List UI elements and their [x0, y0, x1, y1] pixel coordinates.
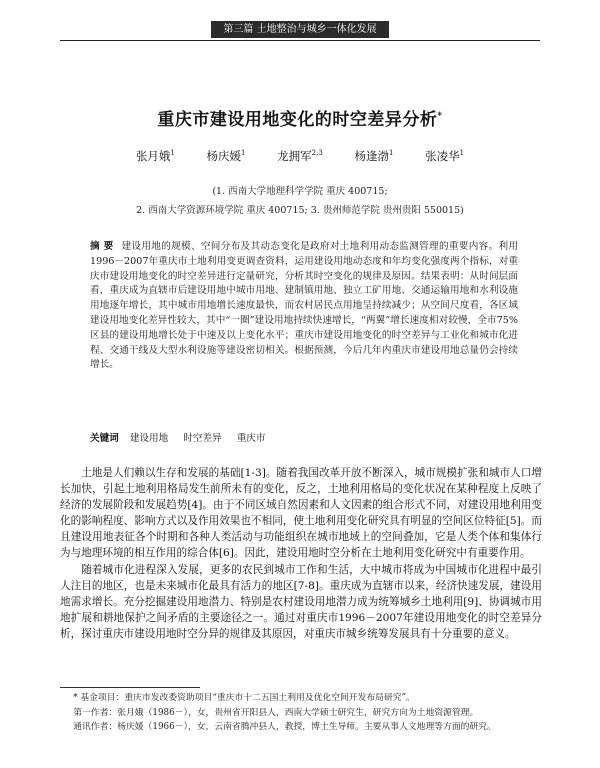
footnote-first-author: 第一作者：张月娥（1986－），女，贵州省开阳县人，西南大学硕士研究生，研究方向为土地资源管理。 [73, 707, 479, 718]
running-header-text: 第三篇 土地整治与城乡一体化发展 [211, 21, 388, 38]
footnotes [60, 692, 542, 736]
author-affil-mark: 1 [459, 149, 465, 158]
keyword: 建设用地 [129, 433, 169, 444]
abstract-text: 建设用地的规模、空间分布及其动态变化是政府对土地利用动态监测管理的重要内容。利用1996－2007年重庆市土地利用变更调查资料，运用建设用地动态度和年均变化强度两个指标，对重庆市建设用地变化的时空差异进行定量研究，分析其时空变化的规律及原因。结果表明：从时间层面看，重庆成为直辖市后建设用地中城市用地、建制镇用地、独立工矿用地、交通运输用地和水利设施用地逐年增长，其中城市用地增长速度最快，而农村居民点用地呈持续减少；从空间尺度看，各区域建设用地变化差异性较大，其中“一圈”建设用地持续快速增长，“两翼”增长速度相对较慢，全市75%区县的建设用地增长处于中速及以上变化水平；重庆市建设用地变化的时空差异与工业化和城市化进程、交通干线及大型水利设施等建设密切相关。根据预测，今后几年内重庆市建设用地总量仍会持续增长。 [90, 241, 519, 371]
footnote-funding: * 基金项目：重庆市发改委资助项目“重庆市十二五国土利用及优化空间开发布局研究”。 [73, 693, 415, 703]
author-affil-mark: 2,3 [311, 149, 323, 158]
footnote-divider [60, 687, 200, 688]
author [425, 149, 464, 163]
author-name: 杨庆媛 [206, 149, 242, 163]
author-list [40, 148, 560, 164]
body-paragraph: 随着城市化进程深入发展，更多的农民到城市工作和生活，大中城市将成为中国城市化进程中最引人注目的地区，也是未来城市化最具有活力的地区[7-8]。重庆成为直辖市以来，经济快速发展，建设用地需求增长。充分挖掘建设用地潜力、特别是农村建设用地潜力成为统筹城乡土地利用[9]、协调城市用地扩展和耕地保护之间矛盾的主要途径之一。通过对重庆市1996－2007年建设用地变化的时空差异分析，探讨重庆市建设用地时空分异的规律及其原因，对重庆市城乡统筹发展具有十分重要的意义。 [60, 563, 542, 640]
paper-title-text: 重庆市建设用地变化的时空差异分析 [157, 110, 438, 130]
body-paragraph: 土地是人们赖以生存和发展的基础[1-3]。随着我国改革开放不断深入，城市规模扩张和城市人口增长加快，引起土地利用格局发生前所未有的变化，反之，土地利用格局的变化状况在某种程度上反映了经济的发展阶段和发展趋势[4]。由于不同区域自然因素和人文因素的组合形式不同，对建设用地利用变化的影响程度、影响方式以及作用效果也不相同，使土地利用变化研究具有明显的空间区位特征[5]。而且建设用地表征各个时期和各种人类活动与功能组织在城市地域上的空间叠加，它是人类个体和集体行为与地理环境的相互作用的综合体[6]。因此，建设用地时空分析在土地利用变化研究中有重要作用。 [60, 467, 542, 560]
author-affil-mark: 1 [170, 149, 175, 158]
author-affil-mark: 1 [388, 149, 394, 158]
author-name: 张月娥 [135, 149, 171, 163]
author [354, 149, 393, 163]
author-affil-mark: 1 [241, 149, 246, 158]
keyword: 重庆市 [236, 433, 266, 444]
author [207, 149, 246, 163]
footnote-corresponding-author: 通讯作者：杨庆媛（1966－），女，云南省腾冲县人，教授，博士生导师。主要从事人文地理等方面的研究。 [73, 722, 496, 733]
affiliation-line-2: 2. 西南大学资源环境学院 重庆 400715; 3. 贵州师范学院 贵州贵阳 550015) [136, 205, 464, 216]
keywords [90, 432, 518, 446]
body-text [60, 465, 542, 642]
paper-title [30, 105, 570, 130]
author-name: 龙拥军 [277, 149, 312, 163]
abstract-label: 摘 要 [90, 241, 114, 252]
title-footnote-mark: * [437, 111, 443, 122]
author-name: 杨逢渤 [354, 149, 389, 163]
keyword: 时空差异 [183, 433, 222, 444]
author [277, 149, 323, 163]
author [136, 149, 175, 163]
author-name: 张凌华 [425, 149, 460, 163]
abstract [90, 240, 518, 373]
running-header [60, 14, 540, 41]
keywords-label: 关键词 [90, 433, 119, 444]
affiliation-line-1: (1. 西南大学地理科学学院 重庆 400715; [212, 186, 388, 197]
